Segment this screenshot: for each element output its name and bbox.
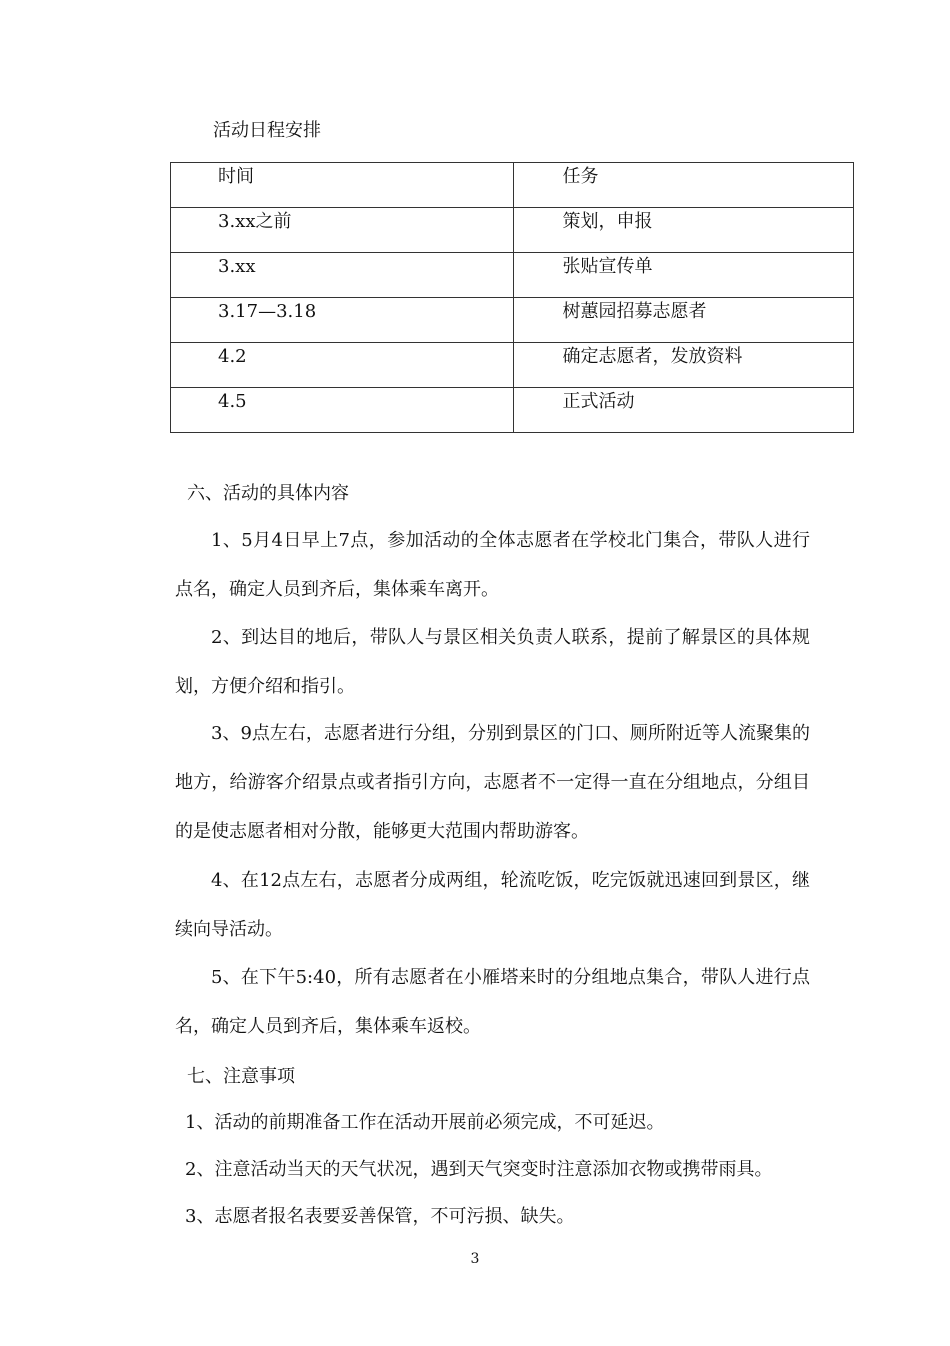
paragraph-step-5: 5、在下午5:40，所有志愿者在小雁塔来时的分组地点集合，带队人进行点名，确定人员到齐后，集体乘车返校。 — [175, 967, 810, 1037]
table-row — [171, 208, 854, 253]
section-heading-content: 六、活动的具体内容 — [187, 483, 349, 504]
paragraph-step-3: 3、9点左右，志愿者进行分组，分别到景区的门口、厕所附近等人流聚集的地方，给游客介绍景点或者指引方向，志愿者不一定得一直在分组地点，分组目的是使志愿者相对分散，能够更大范围内帮助游客。 — [175, 723, 810, 842]
schedule-table — [170, 162, 854, 433]
header-task: 任务 — [562, 166, 599, 187]
table-header-cell — [514, 163, 854, 208]
cell-time: 3.17—3.18 — [218, 301, 317, 322]
cell-task: 张贴宣传单 — [562, 256, 653, 277]
table-cell — [514, 388, 854, 433]
table-row — [171, 343, 854, 388]
table-row — [171, 253, 854, 298]
note-item-3: 3、志愿者报名表要妥善保管，不可污损、缺失。 — [185, 1206, 575, 1227]
table-cell — [171, 208, 514, 253]
table-cell — [171, 253, 514, 298]
paragraph-step-2: 2、到达目的地后，带队人与景区相关负责人联系，提前了解景区的具体规划，方便介绍和指引。 — [175, 627, 810, 697]
cell-time: 3.xx之前 — [218, 211, 292, 232]
page-number: 3 — [470, 1251, 480, 1267]
cell-time: 3.xx — [218, 256, 256, 277]
cell-task: 确定志愿者，发放资料 — [562, 346, 743, 367]
cell-time: 4.2 — [218, 346, 247, 367]
header-time: 时间 — [218, 166, 254, 187]
table-cell — [171, 298, 514, 343]
note-item-2: 2、注意活动当天的天气状况，遇到天气突变时注意添加衣物或携带雨具。 — [185, 1159, 773, 1180]
table-cell — [171, 388, 514, 433]
table-header-cell — [171, 163, 514, 208]
schedule-title: 活动日程安排 — [213, 120, 321, 141]
table-cell — [514, 343, 854, 388]
paragraph-step-4: 4、在12点左右，志愿者分成两组，轮流吃饭，吃完饭就迅速回到景区，继续向导活动。 — [175, 870, 810, 940]
note-item-1: 1、活动的前期准备工作在活动开展前必须完成，不可延迟。 — [185, 1112, 665, 1133]
table-row — [171, 388, 854, 433]
cell-task: 策划，申报 — [562, 211, 653, 232]
cell-time: 4.5 — [218, 391, 247, 412]
table-row — [171, 298, 854, 343]
table-cell — [514, 253, 854, 298]
table-cell — [514, 208, 854, 253]
table-cell — [171, 343, 514, 388]
cell-task: 正式活动 — [562, 391, 635, 412]
paragraph-step-1: 1、5月4日早上7点，参加活动的全体志愿者在学校北门集合，带队人进行点名，确定人员到齐后，集体乘车离开。 — [175, 530, 810, 600]
table-cell — [514, 298, 854, 343]
cell-task: 树蕙园招募志愿者 — [562, 301, 707, 322]
section-heading-notes: 七、注意事项 — [187, 1066, 295, 1087]
table-header-row — [171, 163, 854, 208]
